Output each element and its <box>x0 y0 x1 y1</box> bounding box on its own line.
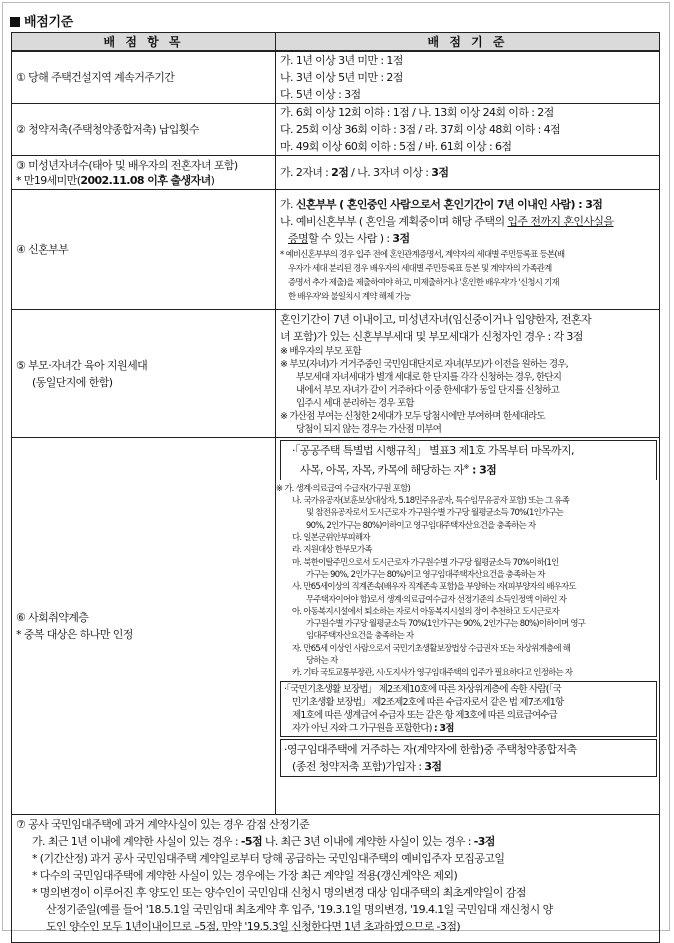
bullet-square-icon <box>10 17 20 27</box>
header-criteria: 배 점 기 준 <box>276 33 660 52</box>
header-item: 배 점 항 목 <box>12 33 276 52</box>
deduction-note: * 다수의 국민임대주택에 계약한 사실이 있는 경우에는 가장 최근 계약일 적용(갱신계약은 제외) <box>32 869 458 882</box>
table-row <box>12 190 660 310</box>
table-row <box>12 104 660 156</box>
criteria-box-c: ·영구임대주택에 거주하는 자(계약자에 한함)중 주택청약종합저축 (종전 청약저축 포함)가입자 : 3점 <box>280 739 657 777</box>
criteria-box-a: ·「공공주택 특별법 시행규칙」 별표3 제1호 가목부터 마목까지, 사목, 아목, 자목, 카목에 해당하는 자※ : 3점 <box>280 440 657 480</box>
table-row <box>12 156 660 190</box>
deduction-note: 도인 양수인 모두 1년이내이므로 –5점, 만약 '19.5.3일 신청한다면 1년 초과하였으므로 -3점) <box>46 920 461 933</box>
row-item: ④ 신혼부부 <box>12 190 276 310</box>
row-item: ③ 미성년자녀수(태아 및 배우자의 전혼자녀 포함) * 만19세미만(2002.11.08 이후 출생자녀) <box>12 156 276 190</box>
row-criteria <box>276 438 660 815</box>
row-item: ⑤ 부모·자녀간 육아 지원세대 (동일단지에 한함) <box>12 310 276 438</box>
deduction-cell <box>12 815 660 943</box>
row-criteria: 가. 신혼부부 ( 혼인중인 사람으로서 혼인기간이 7년 이내인 사람) : 3점 나. 예비신혼부부 ( 혼인을 계획중이며 해당 주택의 입주 전까지 혼인사실을 증명할 수 있는 사람 ) : 3점 * 예비신혼부부의 경우 입주 전에 혼인관계증명서, 계약자의 세대별 주민등록표 등본(배 우자가 세대 분리된 경우 배우자의 세대별 주민등록표 등본 및 계약자의 가족관계 증명서 추가 제출)을 제출하여야 하고, 미제출하거나 '혼인한 배우자'가 '신청시 기재 한 배우자'와 불일치시 계약 해제 가능 <box>276 190 660 310</box>
deduction-line: 가. 최근 1년 이내에 계약한 사실이 있는 경우 : -5점 나. 최근 3년 이내에 계약한 사실이 있는 경우 : -3점 <box>32 835 495 848</box>
scoring-table <box>11 32 660 943</box>
row-item: ② 청약저축(주택청약종합저축) 납입횟수 <box>12 104 276 156</box>
table-row <box>12 51 660 104</box>
criteria-notes: ※ 가. 생계·의료급여 수급자(가구원 포함) 나. 국가유공자(보훈보상대상자, 5.18민주유공자, 특수임무유공자 포함) 또는 그 유족 및 참전유공자로서 도시근로자 가구원수별 가구당 월평균소득 70%(1인가구는 90%, 2인가구는 80%)이하이고 영구임대주택자산요건을 충족하는 자 다. 일본군위안부피해자 라. 지원대상 한부모가족 마. 북한이탈주민으로서 도시근로자 가구원수별 가구당 월평균소득 70%이하(1인 가구는 90%, 2인가구는 80%)이고 영구임대주택자산요건을 충족하는 자 사. 만65세이상의 직계존속(배우자 직계존속 포함)을 부양하는 자(피부양자의 배우자도 무주택자이어야 함)로서 생계·의료급여수급자 선정기준의 소득인정액 이하인 자 아. 아동복지시설에서 퇴소하는 자로서 아동복지시설의 장이 추천하고 도시근로자 가구원수별 가구당 월평균소득 70%(1인가구는 90%, 2인가구는 80%)이하이며 영구 임대주택자산요건을 충족하는 자 자. 만65세 이상인 사람으로서 국민기초생활보장법상 수급권자 또는 차상위계층에 해 당하는 자 카. 기타 국토교통부장관, 시·도지사가 영구임대주택의 입주가 필요하다고 인정하는 자 <box>276 482 586 678</box>
deduction-note: * 명의변경이 이루어진 후 양도인 또는 양수인이 국민임대 신청시 명의변경 대상 임대주택의 최초계약일이 감점 <box>32 886 526 899</box>
row-criteria: 가. 6회 이상 12회 이하 : 1점 / 나. 13회 이상 24회 이하 : 2점 다. 25회 이상 36회 이하 : 3점 / 라. 37회 이상 48회 이하 : 4점 마. 49회 이상 60회 이하 : 5점 / 바. 61회 이상 : 6점 <box>276 104 660 156</box>
table-row <box>12 310 660 438</box>
deduction-note: 산정기준일(예를 들어 '18.5.1일 국민임대 최초계약 후 입주, '19.3.1일 명의변경, '19.4.1일 국민임대 재신청시 양 <box>46 903 553 916</box>
table-header-row <box>12 33 660 52</box>
section-heading <box>10 11 73 30</box>
criteria-box-b: ·「국민기초생활 보장법」 제2조제10호에 따른 차상위계층에 속한 사람(「국 민기초생활 보장법」 제2조제2호에 따른 수급자로서 같은 법 제7조제1항 제1호에 따른 생계급여 수급자 또는 같은 항 제3호에 따른 의료급여수급 자가 아닌 자와 그 가구원을 포함한다) : 3점 <box>280 681 657 737</box>
table-row <box>12 815 660 943</box>
row-criteria: 가. 1년 이상 3년 미만 : 1점 나. 3년 이상 5년 미만 : 2점 다. 5년 이상 : 3점 <box>276 51 660 104</box>
row-item: ① 당해 주택건설지역 계속거주기간 <box>12 51 276 104</box>
row-criteria: 가. 2자녀 : 2점 / 나. 3자녀 이상 : 3점 <box>276 156 660 190</box>
deduction-title: ⑦ 공사 국민임대주택에 과거 계약사실이 있는 경우 감점 산정기준 <box>16 818 310 831</box>
table-row <box>12 438 660 815</box>
row-criteria: 혼인기간이 7년 이내이고, 미성년자녀(임신중이거나 입양한자, 전혼자 녀 포함)가 있는 신혼부부세대 및 부모세대가 신청자인 경우 : 각 3점 ※ 배우자의 부모 포함 ※ 부모(자녀)가 거거주중인 국민임대단지로 자녀(부모)가 이전을 원하는 경우, 부모세대 자녀세대가 별개 세대로 한 단지를 각각 신청하는 경우, 한단지 내에서 부모 자녀가 같이 거주하다 이중 한세대가 동일 단지를 신청하고 입주시 세대 분리하는 경우 포함 ※ 가산점 부여는 신청한 2세대가 모두 당첨시에만 부여하며 한세대라도 당첨이 되지 않는 경우는 가산점 미부여 <box>276 310 660 438</box>
section-heading-text: 배점기준 <box>24 15 74 30</box>
deduction-note: * (기간산정) 과거 공사 국민임대주택 계약일로부터 당해 공급하는 국민임대주택의 예비입주자 모집공고일 <box>32 852 505 865</box>
row-item: ⑥ 사회취약계층 * 중복 대상은 하나만 인정 <box>12 438 276 815</box>
